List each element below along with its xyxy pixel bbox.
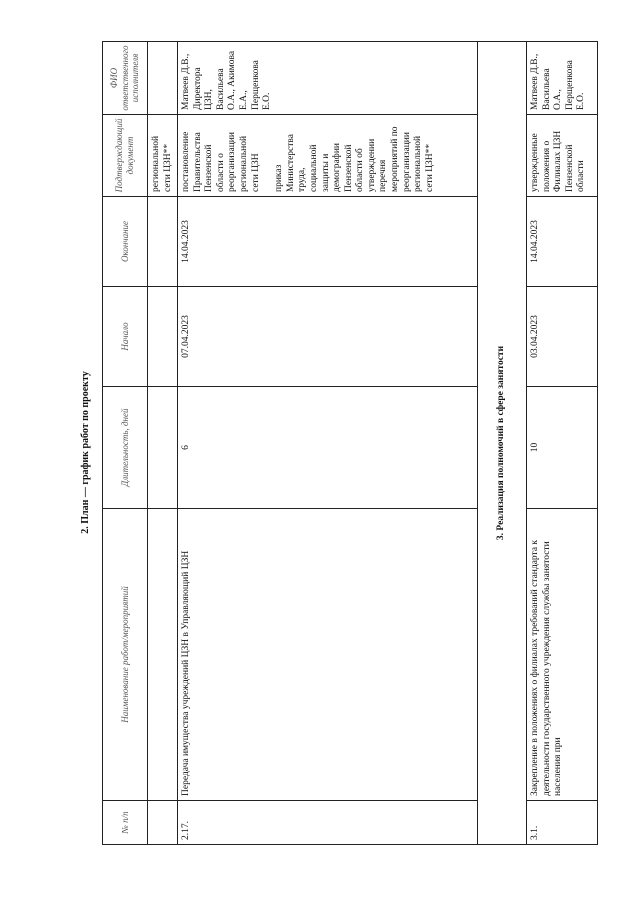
cell-doc: утвержденные положения о Филиалах ЦЗН Пензенской области (527, 115, 598, 197)
table-header-row (103, 42, 148, 845)
doc-order: приказ Министерства труда, социальной защиты и демографии Пензенской области об утверждении перечня мероприятий по реорганизации региональной сети ЦЗН** (274, 126, 435, 192)
header-name: Наименование работ/мероприятий (103, 509, 148, 801)
cell-duration: 6 (178, 387, 478, 509)
section-heading: 2. План — график работ по проекту (80, 371, 91, 534)
cell-end: 14.04.2023 (178, 197, 478, 287)
header-num: № п/п (103, 801, 148, 845)
section-title: 3. Реализация полномочий в сфере занятости (478, 42, 527, 845)
doc-decree: постановление Правительства Пензенской области о реорганизации региональной сети ЦЗН (181, 131, 261, 192)
cell-doc: региональной сети ЦЗН** (148, 115, 178, 197)
table-row (178, 42, 478, 845)
cell-name (148, 509, 178, 801)
header-doc: Подтверждающий документ (103, 115, 148, 197)
cell-duration (148, 387, 178, 509)
section-row (478, 42, 527, 845)
header-person: ФИО ответственного исполнителя (103, 42, 148, 115)
cell-end (148, 197, 178, 287)
header-duration: Длительность, дней (103, 387, 148, 509)
work-schedule-table (102, 41, 598, 845)
cell-end: 14.04.2023 (527, 197, 598, 287)
cell-num: 2.17. (178, 801, 478, 845)
cell-person (148, 42, 178, 115)
cell-start: 07.04.2023 (178, 287, 478, 387)
cell-num (148, 801, 178, 845)
cell-doc (178, 115, 478, 197)
table-row (148, 42, 178, 845)
cell-name: Передача имущества учреждений ЦЗН в Управляющий ЦЗН (178, 509, 478, 801)
cell-start (148, 287, 178, 387)
table-row (527, 42, 598, 845)
cell-start: 03.04.2023 (527, 287, 598, 387)
cell-name: Закрепление в положениях о филиалах требований стандарта к деятельности государственного учреждения службы занятости населения при (527, 509, 598, 801)
cell-person: Матвеев Д.В., Директора ЦЗН, Васильева О.А., Акимова Е.А., Перщенкова Е.О. (178, 42, 478, 115)
cell-num: 3.1. (527, 801, 598, 845)
header-start: Начало (103, 287, 148, 387)
header-end: Окончание (103, 197, 148, 287)
cell-duration: 10 (527, 387, 598, 509)
cell-person: Матвеев Д.В., Васильева О.А., Перщенкова Е.О. (527, 42, 598, 115)
